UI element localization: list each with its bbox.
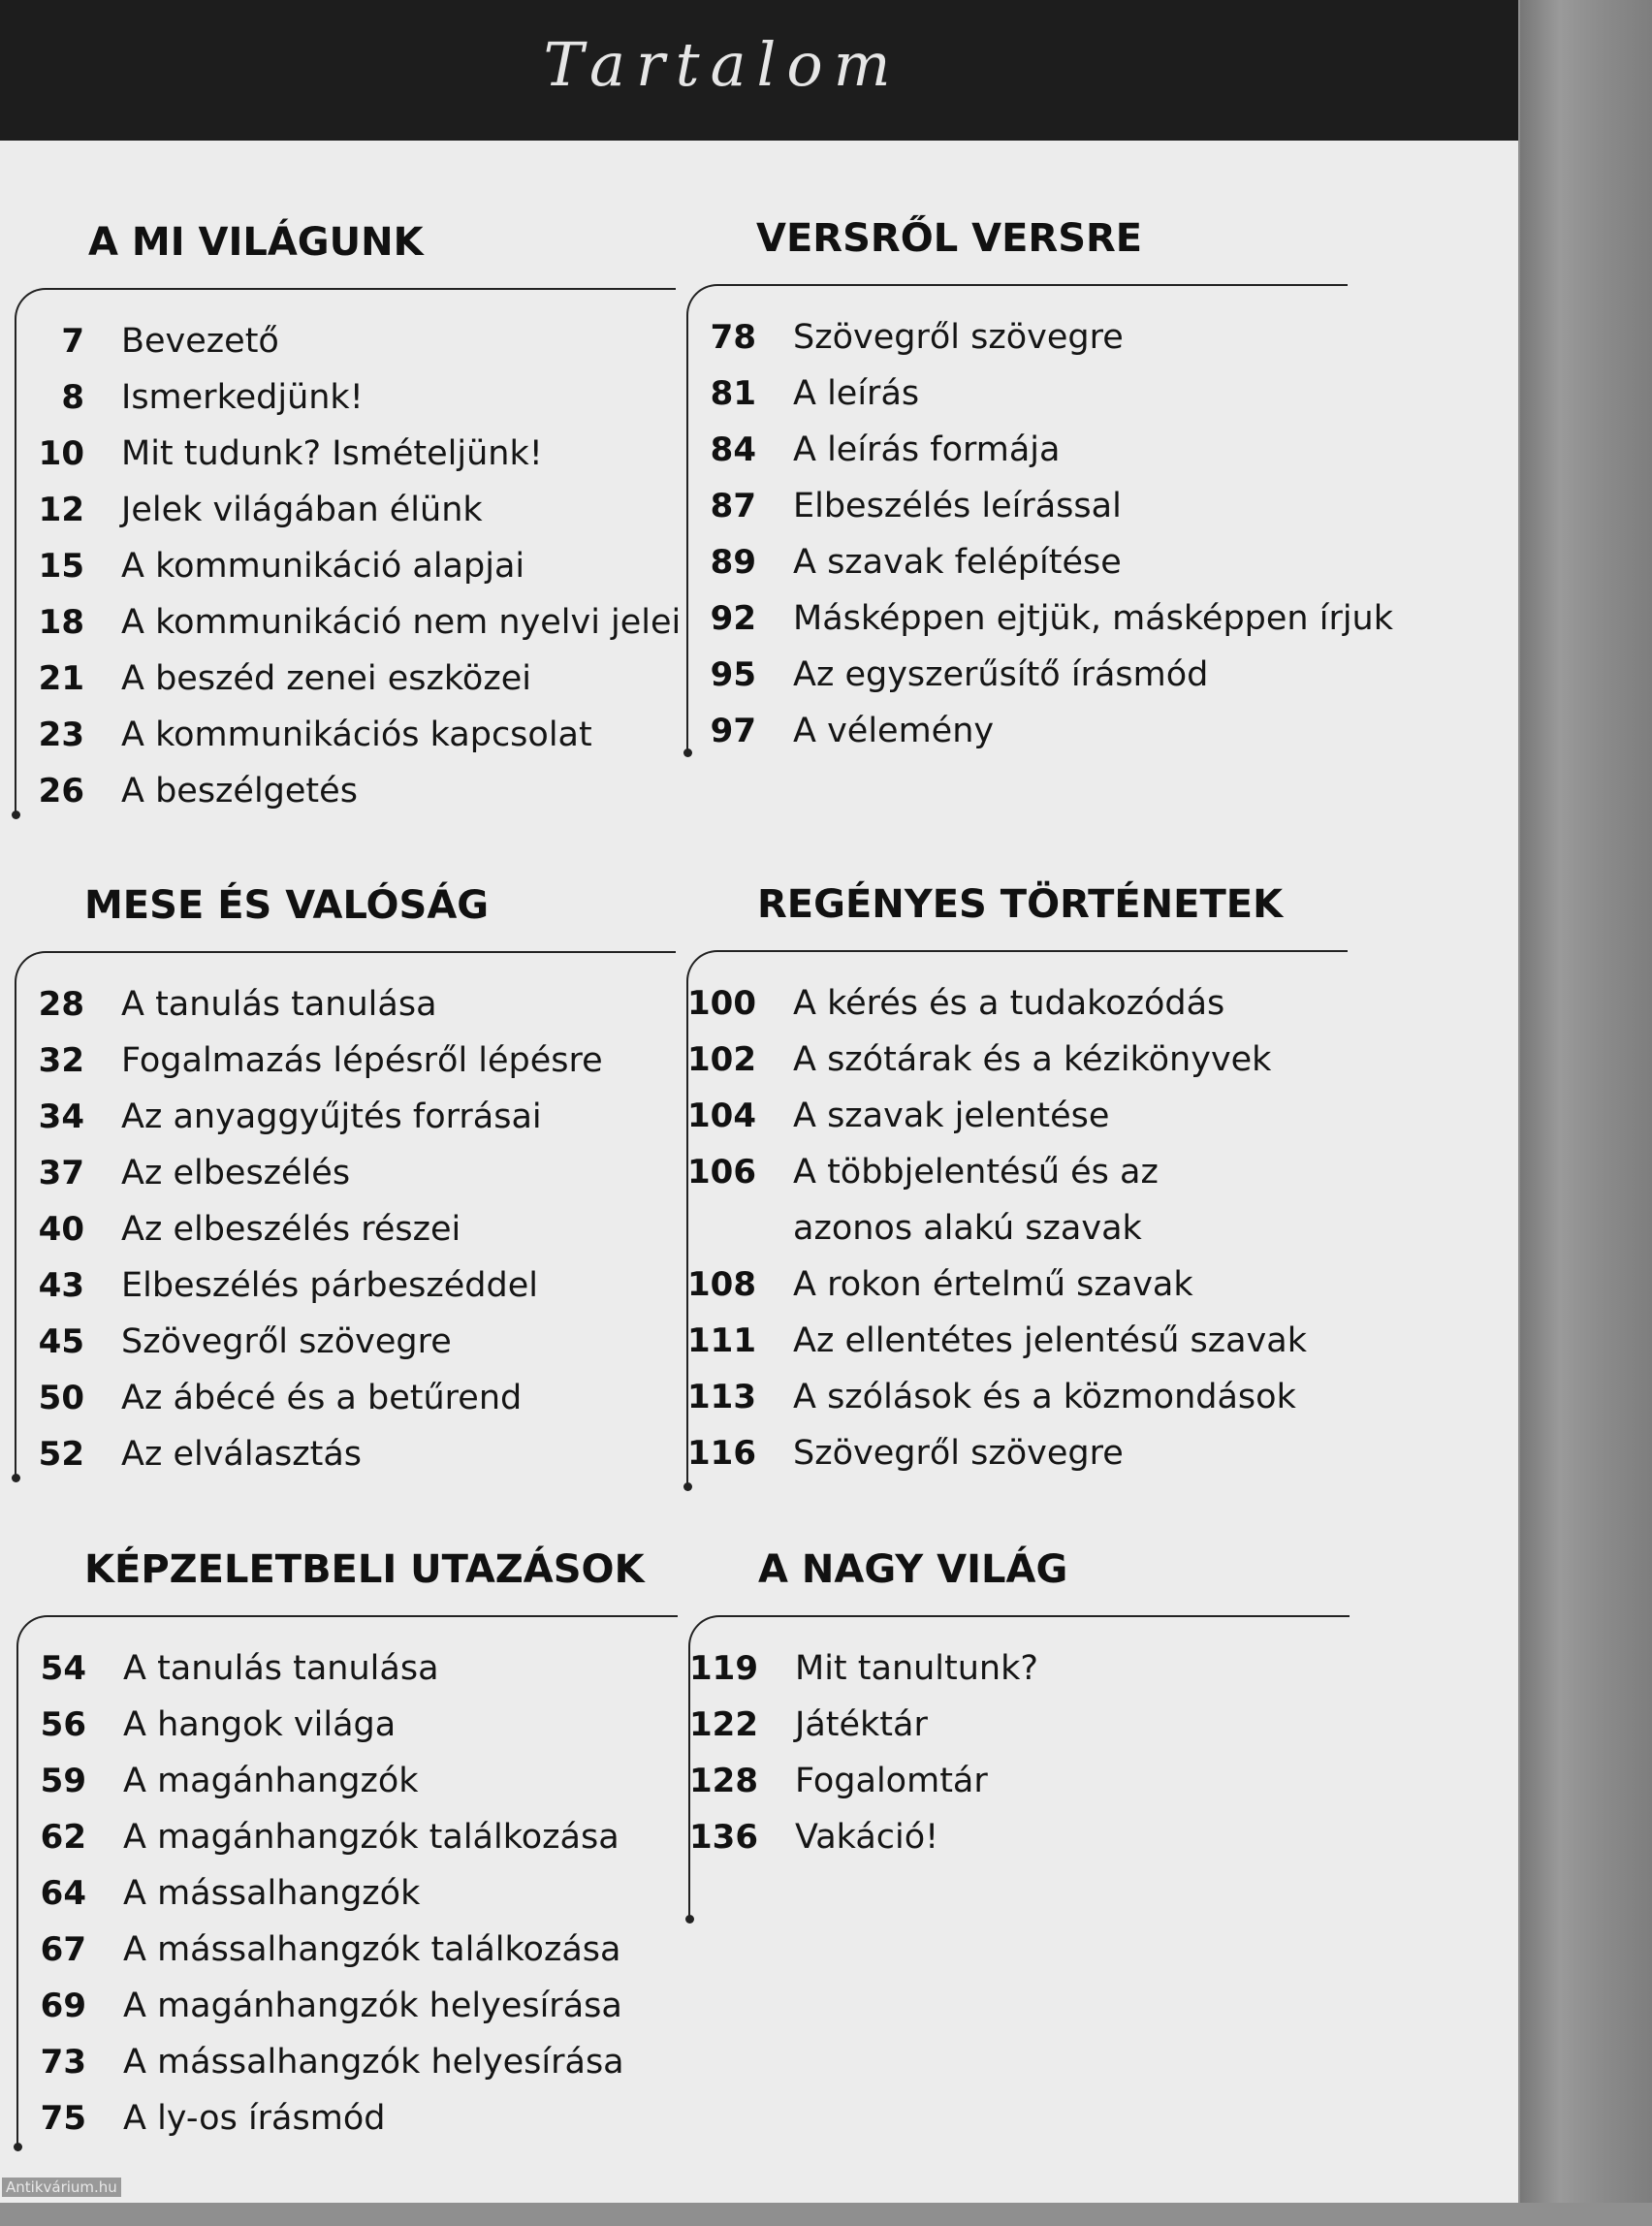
section-a-nagy-vilag (688, 1547, 1367, 1935)
entry-title: Bevezető (121, 322, 279, 361)
page-number: 52 (38, 1435, 84, 1474)
entry-title: Vakáció! (795, 1818, 939, 1857)
page-number: 45 (38, 1322, 84, 1361)
page-number: 113 (687, 1378, 756, 1416)
toc-entry (15, 1089, 693, 1145)
entry-title: A beszéd zenei eszközei (121, 659, 531, 698)
section-mese-es-valosag (15, 883, 693, 1562)
entry-title: Az ábécé és a betűrend (121, 1379, 523, 1417)
page-number: 106 (687, 1153, 756, 1192)
entry-title: Mit tanultunk? (795, 1649, 1038, 1688)
entry-title: A szavak felépítése (793, 543, 1122, 582)
section-a-mi-vilagunk (15, 220, 693, 899)
entry-title: A rokon értelmű szavak (793, 1265, 1193, 1304)
page-number: 69 (40, 1987, 86, 2025)
entry-title: Szövegről szövegre (793, 1434, 1124, 1473)
section-title: A MI VILÁGUNK (88, 220, 424, 265)
toc-entry (16, 1922, 695, 1978)
section-title: KÉPZELETBELI UTAZÁSOK (84, 1547, 645, 1592)
entry-title: Az elbeszélés részei (121, 1210, 461, 1249)
toc-entry (16, 1865, 695, 1922)
page-number: 75 (40, 2099, 86, 2138)
entry-title: A szótárak és a kézikönyvek (793, 1040, 1272, 1079)
section-entries (686, 975, 1365, 1481)
page-number: 92 (710, 599, 756, 638)
page-number: 32 (38, 1041, 84, 1080)
toc-entry (686, 1144, 1365, 1200)
entry-title: A mássalhangzók találkozása (123, 1930, 621, 1969)
page-number: 78 (710, 318, 756, 357)
page-number: 7 (61, 322, 84, 361)
entry-title: A mássalhangzók helyesírása (123, 2043, 624, 2082)
section-entries (15, 976, 693, 1482)
entry-title: A kérés és a tudakozódás (793, 984, 1225, 1023)
section-versrol-versre (686, 216, 1394, 895)
page-number: 26 (38, 772, 84, 811)
entry-title: A magánhangzók találkozása (123, 1818, 620, 1857)
section-title: A NAGY VILÁG (758, 1547, 1068, 1592)
page-number: 128 (689, 1762, 758, 1800)
toc-entry (686, 1313, 1365, 1369)
header-bar (0, 0, 1518, 150)
toc-entry (686, 975, 1365, 1032)
page-number: 8 (61, 378, 84, 417)
toc-entry (15, 976, 693, 1033)
entry-title: A tanulás tanulása (123, 1649, 439, 1688)
toc-entry (15, 1201, 693, 1257)
page-number: 119 (689, 1649, 758, 1688)
entry-title: A leírás formája (793, 430, 1061, 469)
toc-page (0, 141, 1518, 2203)
entry-title: A ly-os írásmód (123, 2099, 386, 2138)
entry-title: A tanulás tanulása (121, 985, 437, 1024)
page-number: 62 (40, 1818, 86, 1857)
toc-entry (15, 482, 693, 538)
entry-title: A szólások és a közmondások (793, 1378, 1296, 1416)
entry-title: A többjelentésű és az (793, 1153, 1159, 1192)
page-number: 84 (710, 430, 756, 469)
page-number: 102 (687, 1040, 756, 1079)
toc-entry (15, 1370, 693, 1426)
page-number: 21 (38, 659, 84, 698)
toc-entry (15, 1145, 693, 1201)
entry-title: Fogalmazás lépésről lépésre (121, 1041, 603, 1080)
toc-entry (686, 590, 1394, 647)
toc-entry (15, 538, 693, 594)
entry-title: A kommunikáció alapjai (121, 547, 525, 586)
entry-title: Elbeszélés párbeszéddel (121, 1266, 538, 1305)
toc-entry (15, 707, 693, 763)
toc-entry (686, 1088, 1365, 1144)
toc-entry (688, 1753, 1367, 1809)
page-number: 116 (687, 1434, 756, 1473)
page-number: 12 (38, 491, 84, 529)
section-regenyes-tortenetek (686, 882, 1365, 1561)
entry-title: A magánhangzók (123, 1762, 419, 1800)
entry-title: Szövegről szövegre (121, 1322, 452, 1361)
entry-title: Az ellentétes jelentésű szavak (793, 1321, 1307, 1360)
page-title: Tartalom (543, 29, 902, 100)
toc-entry (15, 1426, 693, 1482)
entry-title: Másképpen ejtjük, másképpen írjuk (793, 599, 1394, 638)
entry-title: A vélemény (793, 712, 995, 750)
entry-title: Jelek világában élünk (121, 491, 483, 529)
page-number: 97 (710, 712, 756, 750)
page-number: 67 (40, 1930, 86, 1969)
toc-entry (686, 366, 1365, 422)
page-number: 54 (40, 1649, 86, 1688)
page-number: 43 (38, 1266, 84, 1305)
toc-entry (16, 2090, 695, 2146)
page-number: 34 (38, 1097, 84, 1136)
toc-entry (686, 534, 1365, 590)
page-number: 15 (38, 547, 84, 586)
page-number: 23 (38, 716, 84, 754)
toc-entry (688, 1640, 1367, 1697)
toc-entry (16, 2034, 695, 2090)
page-number: 81 (710, 374, 756, 413)
toc-entry (15, 313, 693, 369)
toc-entry (16, 1697, 695, 1753)
toc-entry (688, 1697, 1367, 1753)
page-number: 73 (40, 2043, 86, 2082)
page-number: 10 (38, 434, 84, 473)
toc-entry (15, 651, 693, 707)
page-number: 59 (40, 1762, 86, 1800)
page-number: 64 (40, 1874, 86, 1913)
entry-title: Ismerkedjünk! (121, 378, 364, 417)
section-entries (16, 1640, 695, 2146)
toc-entry (16, 1640, 695, 1697)
toc-entry (16, 1809, 695, 1865)
page-number: 18 (38, 603, 84, 642)
entry-title: A leírás (793, 374, 920, 413)
toc-entry (688, 1809, 1367, 1865)
toc-entry (686, 647, 1365, 703)
page-number: 56 (40, 1705, 86, 1744)
toc-entry (686, 1032, 1365, 1088)
bracket-end-dot (685, 1915, 694, 1924)
entry-title: Szövegről szövegre (793, 318, 1124, 357)
book-spine-edge (1520, 0, 1652, 2203)
toc-entry (686, 703, 1365, 759)
section-kepzeletbeli-utazasok (16, 1547, 695, 2226)
entry-title: Az elválasztás (121, 1435, 363, 1474)
entry-title: Az egyszerűsítő írásmód (793, 655, 1209, 694)
entry-title: A kommunikációs kapcsolat (121, 716, 592, 754)
page-number: 122 (689, 1705, 758, 1744)
toc-entry (686, 478, 1365, 534)
page-number: 100 (687, 984, 756, 1023)
entry-title: A mássalhangzók (123, 1874, 421, 1913)
toc-entry (686, 1369, 1365, 1425)
section-title: VERSRŐL VERSRE (756, 216, 1143, 261)
section-title: REGÉNYES TÖRTÉNETEK (757, 882, 1284, 927)
toc-entry (15, 1033, 693, 1089)
toc-entry (686, 1425, 1365, 1481)
section-entries (15, 313, 693, 819)
entry-title: Fogalomtár (795, 1762, 988, 1800)
entry-title: Az anyaggyűjtés forrásai (121, 1097, 542, 1136)
page-number: 89 (710, 543, 756, 582)
page-number: 28 (38, 985, 84, 1024)
page-number: 40 (38, 1210, 84, 1249)
toc-entry (16, 1978, 695, 2034)
toc-entry (15, 369, 693, 426)
page-number: 37 (38, 1154, 84, 1192)
section-entries (686, 309, 1394, 759)
page-number: 50 (38, 1379, 84, 1417)
bracket-end-dot (683, 1482, 692, 1491)
watermark: Antikvárium.hu (2, 2178, 121, 2197)
toc-entry (15, 1257, 693, 1314)
toc-entry (15, 1314, 693, 1370)
entry-title: A szavak jelentése (793, 1097, 1110, 1135)
toc-entry (16, 1753, 695, 1809)
page-number: 111 (687, 1321, 756, 1360)
section-title: MESE ÉS VALÓSÁG (84, 883, 490, 928)
entry-title: A magánhangzók helyesírása (123, 1987, 622, 2025)
entry-title: Mit tudunk? Ismételjünk! (121, 434, 543, 473)
entry-title: Elbeszélés leírással (793, 487, 1122, 525)
page-number: 95 (710, 655, 756, 694)
entry-title: Az elbeszélés (121, 1154, 351, 1192)
page-number: 104 (687, 1097, 756, 1135)
page-number: 136 (689, 1818, 758, 1857)
toc-entry (686, 309, 1365, 366)
toc-entry (686, 422, 1365, 478)
toc-entry (15, 763, 693, 819)
toc-entry (686, 1256, 1365, 1313)
entry-title: Játéktár (795, 1705, 928, 1744)
toc-entry (686, 1200, 1365, 1256)
entry-title: A beszélgetés (121, 772, 358, 811)
toc-entry (15, 426, 693, 482)
toc-entry (15, 594, 693, 651)
page-number: 108 (687, 1265, 756, 1304)
entry-title: A hangok világa (123, 1705, 397, 1744)
page-number: 87 (710, 487, 756, 525)
section-entries (688, 1640, 1367, 1865)
entry-title: azonos alakú szavak (793, 1209, 1142, 1248)
entry-title: A kommunikáció nem nyelvi jelei (121, 603, 682, 642)
